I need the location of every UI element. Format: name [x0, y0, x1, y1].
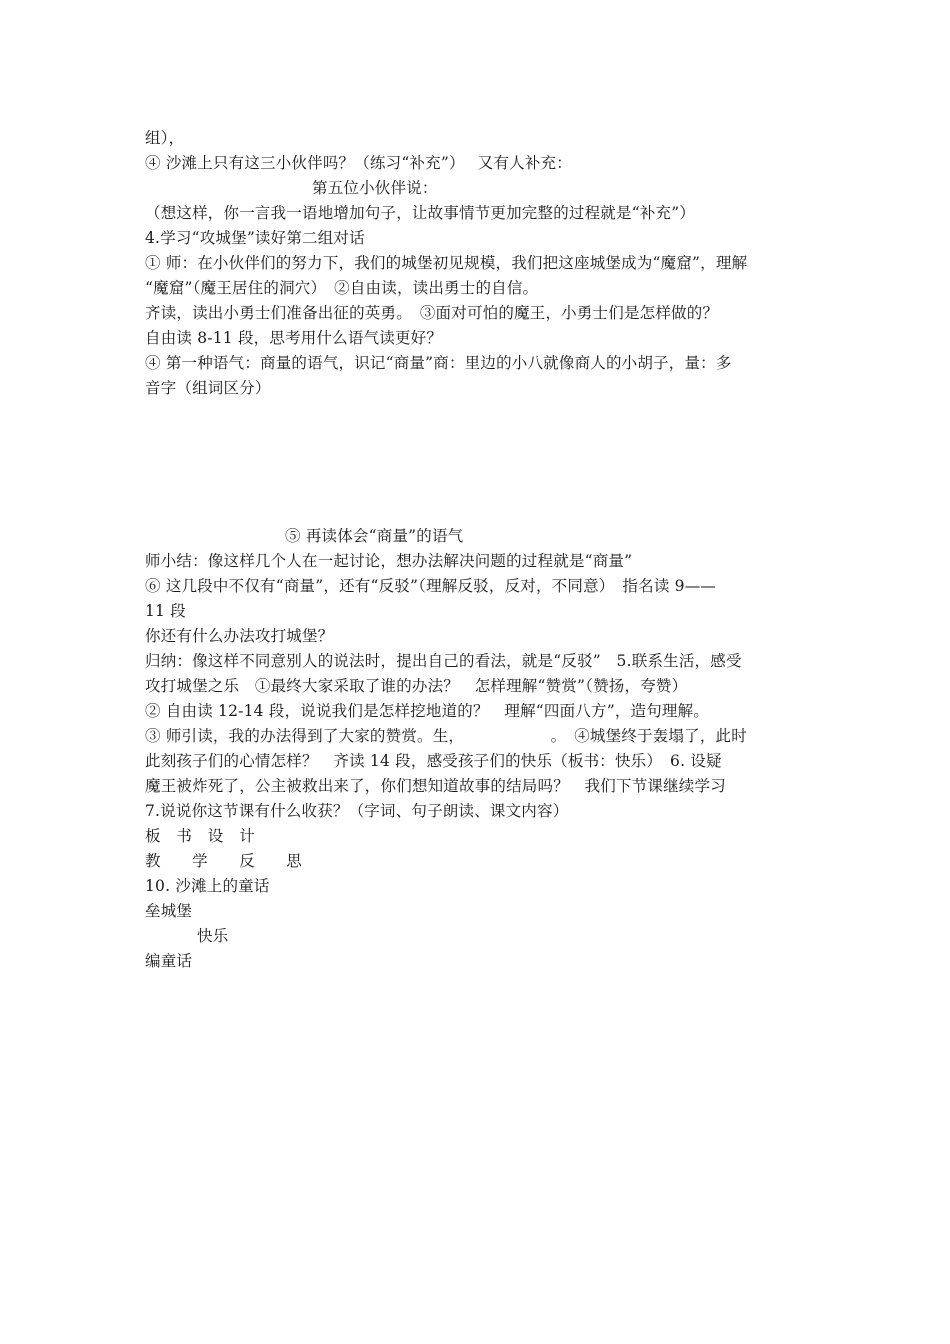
board-item-make-fairy-tale: 编童话	[145, 952, 193, 970]
teaching-reflection-heading: 教 学 反 思	[145, 852, 303, 870]
board-item-build-castle: 垒城堡	[145, 902, 193, 920]
text-line-10: ④ 第一种语气：商量的语气，识记“商量”商：里边的小八就像商人的小胡子，量：多	[145, 354, 732, 372]
text-line-1: 组），	[145, 129, 185, 147]
text-line-14: ⑥ 这几段中不仅有“商量”，还有“反驳”（理解反驳，反对，不同意） 指名读 9——	[145, 577, 717, 595]
text-line-6: ① 师：在小伙伴们的努力下，我们的城堡初见规模，我们把这座城堡成为“魔窟”，理解	[145, 254, 748, 272]
board-item-happy: 快乐	[197, 927, 229, 945]
text-line-21: 此刻孩子们的心情怎样？ 齐读 14 段，感受孩子们的快乐（板书：快乐） 6. 设疑	[145, 752, 722, 770]
text-line-2: ④ 沙滩上只有这三小伙伴吗？（练习“补充”） 又有人补充：	[145, 154, 572, 172]
text-line-16: 你还有什么办法攻打城堡？	[145, 627, 334, 645]
board-design-heading: 板 书 设 计	[145, 827, 255, 845]
text-line-15: 11 段	[145, 602, 186, 620]
text-line-8: 齐读，读出小勇士们准备出征的英勇。 ③面对可怕的魔王，小勇士们是怎样做的？	[145, 304, 719, 322]
text-line-18: 攻打城堡之乐 ①最终大家采取了谁的办法？ 怎样理解“赞赏”（赞扬，夸赞）	[145, 677, 688, 695]
text-line-13: 师小结：像这样几个人在一起讨论，想办法解决问题的过程就是“商量”	[145, 552, 633, 570]
section-heading-4: 4.学习“攻城堡”读好第二组对话	[145, 229, 365, 247]
text-line-19: ② 自由读 12-14 段，说说我们是怎样挖地道的？ 理解“四面八方”，造句理解。	[145, 702, 710, 720]
section-heading-7: 7.说说你这节课有什么收获？（字词、句子朗读、课文内容）	[145, 802, 569, 820]
text-line-9: 自由读 8-11 段，思考用什么语气读更好？	[145, 329, 443, 347]
text-line-22: 魔王被炸死了，公主被救出来了，你们想知道故事的结局吗？ 我们下节课继续学习	[145, 777, 726, 795]
text-line-12: ⑤ 再读体会“商量”的语气	[285, 527, 464, 545]
text-line-11: 音字（组词区分）	[145, 379, 271, 397]
text-line-3: 第五位小伙伴说：	[312, 179, 438, 197]
text-line-7: “魔窟”（魔王居住的洞穴） ②自由读，读出勇士的自信。	[145, 279, 539, 297]
text-line-20: ③ 师引读，我的办法得到了大家的赞赏。生， 。 ④城堡终于轰塌了，此时	[145, 727, 747, 745]
text-line-4: （想这样，你一言我一语地增加句子，让故事情节更加完整的过程就是“补充”）	[145, 204, 696, 222]
board-title: 10. 沙滩上的童话	[145, 877, 270, 895]
text-line-17: 归纳：像这样不同意别人的说法时，提出自己的看法，就是“反驳” 5.联系生活，感受	[145, 652, 742, 670]
